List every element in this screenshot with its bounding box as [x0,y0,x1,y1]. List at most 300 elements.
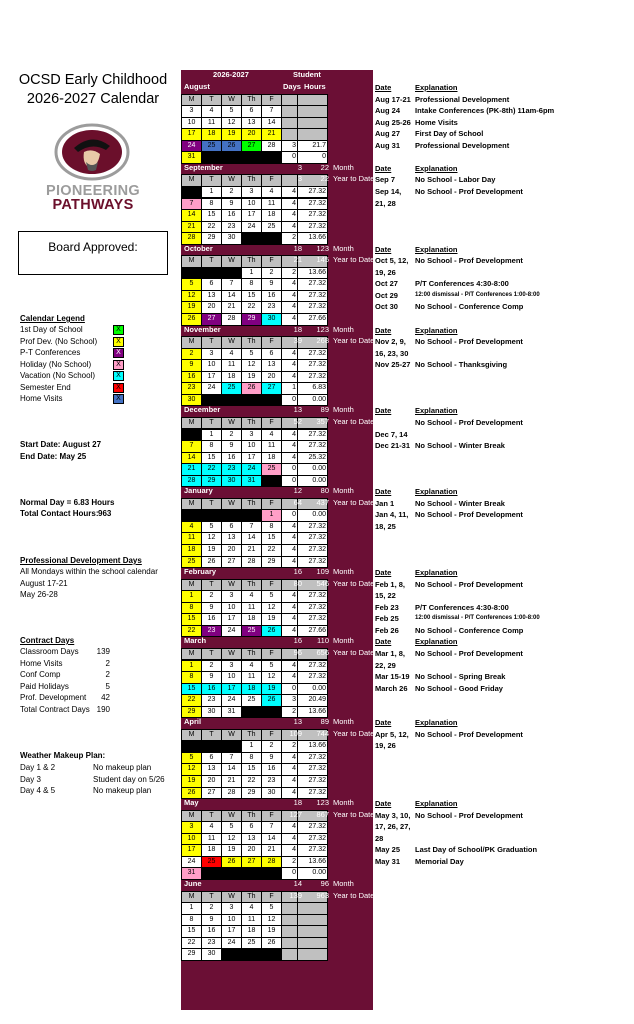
note-explanation: 12:00 dismissal - P/T Conferences 1:00-8:00 [415,291,540,298]
note-date: Aug 27 [375,129,401,139]
week-row: 24 [221,937,242,950]
weekday-header: M [181,498,202,511]
week-row: 17 [201,371,222,384]
weekday-header: F [261,891,282,904]
week-row: 0 [297,151,328,164]
week-row: 27 [221,556,242,569]
week-row: 3 [241,186,262,199]
week-row: 12 [181,290,202,303]
weekday-header: W [221,729,242,742]
week-row: 24 [241,221,262,234]
weekday-header: Th [241,498,262,511]
week-row: 23 [261,775,282,788]
week-row: 4 [281,452,298,465]
week-row: 0 [281,509,298,522]
month-label: Month [333,567,354,577]
note-explanation: No School - Prof Development [415,186,523,196]
weather-plan-text: No makeup plan [93,763,152,772]
week-row: 20 [261,371,282,384]
week-row: 22 [201,463,222,476]
week-row: 4 [281,671,298,684]
weekday-header: F [261,255,282,268]
week-row [261,394,282,407]
month-days: 18 [293,798,302,808]
week-row: 10 [201,359,222,372]
week-row: 18 [201,844,222,857]
contract-label: Classroom Days [20,647,79,656]
note-explanation: Explanation [415,163,458,173]
week-row: 24 [221,625,242,638]
contract-value: 2 [105,658,110,668]
ytd-label: Year to Date [333,578,375,588]
week-row: 4 [281,763,298,776]
week-row: 4 [281,544,298,557]
days-header: Days [283,82,301,91]
week-row: 4 [281,833,298,846]
week-row: 17 [241,209,262,222]
week-row: 9 [201,671,222,684]
weekday-header: W [221,94,242,107]
week-row: 7 [261,105,282,118]
note-explanation: No School - Prof Development [415,729,523,739]
week-row: 20 [221,544,242,557]
week-row: 8 [181,602,202,615]
week-row: 5 [181,752,202,765]
ytd-days: 127 [289,809,302,819]
week-row: 1 [201,186,222,199]
weekday-header: M [181,648,202,661]
contract-value: 42 [101,693,110,702]
week-row: 30 [221,232,242,245]
note-date: 17, 26, 27, [375,822,411,832]
week-row: 27.32 [297,775,328,788]
note-date: 19, 26 [375,741,396,751]
week-row: 31 [241,475,262,488]
week-row: 5 [261,590,282,603]
note-date: 16, 23, 30 [375,348,409,358]
pd-line1: All Mondays within the school calendar [20,567,158,576]
week-row: 27.32 [297,221,328,234]
legend-item-label: Holiday (No School) [20,359,92,369]
normal-day: Normal Day = 6.83 Hours [20,498,115,507]
note-explanation: No School - Good Friday [415,683,503,693]
week-row: 7 [241,521,262,534]
week-row: 3 [241,429,262,442]
week-row: 3 [221,590,242,603]
week-row: 25 [181,556,202,569]
week-row: 27.32 [297,556,328,569]
week-row: 27.32 [297,660,328,673]
week-row [241,867,262,880]
ytd-hours: 867 [316,809,329,819]
week-row: 2 [281,267,298,280]
weekday-header: Th [241,729,262,742]
week-row: 20.49 [297,694,328,707]
week-row [221,394,242,407]
note-date: Feb 26 [375,625,399,635]
week-row: 19 [261,613,282,626]
week-row: 4 [241,902,262,915]
week-row: 14 [261,117,282,130]
ytd-label: Year to Date [333,809,375,819]
contract-value: 5 [105,681,110,691]
legend-swatch: X [113,383,124,393]
weekday-header: T [201,648,222,661]
week-row: 0.00 [297,463,328,476]
week-row: 27.32 [297,544,328,557]
week-row: 13.66 [297,232,328,245]
week-row: 31 [181,867,202,880]
note-date: Date [375,568,392,578]
month-label: Month [333,717,354,727]
week-row: 21 [181,463,202,476]
week-row: 8 [181,671,202,684]
week-row: 21 [221,301,242,314]
week-row: 13 [241,117,262,130]
contract-label: Paid Holidays [20,681,69,691]
week-row: 25 [241,625,262,638]
weekday-header: F [261,579,282,592]
week-row: 22 [181,694,202,707]
week-row: 9 [261,278,282,291]
week-row: 1 [181,902,202,915]
week-row: 27.32 [297,301,328,314]
week-row: 25 [241,694,262,707]
weekday-header: F [261,648,282,661]
month-name: February [184,567,217,577]
week-row: 11 [201,117,222,130]
week-row: 16 [221,209,242,222]
week-row: 27.32 [297,186,328,199]
week-row: 2 [201,590,222,603]
week-row: 14 [241,532,262,545]
end-date: End Date: May 25 [20,452,87,461]
week-row: 15 [181,925,202,938]
week-row: 8 [181,914,202,927]
week-row: 3 [181,105,202,118]
weekday-header: W [221,498,242,511]
week-row: 18 [241,683,262,696]
week-row: 17 [241,452,262,465]
weekday-header: M [181,729,202,742]
week-row: 4 [281,602,298,615]
note-date: Date [375,406,392,416]
ytd-hours: 357 [316,416,329,426]
week-row: 15 [201,452,222,465]
weekday-header: M [181,579,202,592]
week-row: 5 [261,902,282,915]
weather-plan-text: No makeup plan [93,786,152,795]
ytd-label: Year to Date [333,416,375,426]
week-row: 17 [181,128,202,141]
weekday-header: T [201,891,222,904]
week-row: 12 [201,532,222,545]
note-explanation: Last Day of School/PK Graduation [415,845,538,855]
week-row: 2 [201,902,222,915]
week-row: 0 [281,475,298,488]
week-row: 18 [261,209,282,222]
weekday-header: W [221,810,242,823]
week-row: 4 [281,844,298,857]
week-row [281,948,298,961]
note-explanation: Explanation [415,568,458,578]
week-row: 3 [181,821,202,834]
week-row: 4 [281,521,298,534]
week-row: 25.32 [297,452,328,465]
month-label: Month [333,486,354,496]
week-row: 2 [181,348,202,361]
month-hours: 22 [320,162,329,172]
week-row: 27.32 [297,821,328,834]
week-row: 5 [201,521,222,534]
week-row: 17 [181,844,202,857]
weekday-header: Th [241,810,262,823]
note-date: Mar 15-19 [375,672,410,682]
week-row: 4 [281,348,298,361]
week-row: 14 [181,209,202,222]
note-explanation: P/T Conferences 4:30-8:00 [415,602,509,612]
week-row: 5 [221,105,242,118]
week-row [241,232,262,245]
week-row: 11 [261,198,282,211]
month-label: Month [333,878,354,888]
week-row: 0 [281,151,298,164]
note-explanation: Explanation [415,325,458,335]
legend-title: Calendar Legend [20,314,85,323]
week-row: 6 [241,105,262,118]
note-date: 21, 28 [375,198,396,208]
note-explanation: No School - Thanksgiving [415,360,508,370]
week-row: 19 [181,775,202,788]
week-row: 4 [241,590,262,603]
month-name: August [184,82,210,91]
week-row: 2 [221,429,242,442]
weekday-header: Th [241,336,262,349]
note-date: Date [375,799,392,809]
week-row: 29 [241,313,262,326]
note-explanation: P/T Conferences 4:30-8:00 [415,279,509,289]
month-days: 18 [293,324,302,334]
note-explanation: Explanation [415,637,458,647]
note-explanation: Intake Conferences (PK-8th) 11am-6pm [415,106,555,116]
note-explanation: No School - Prof Development [415,648,523,658]
year-header: 2026-2027 [213,70,249,79]
note-date: Nov 25-27 [375,360,411,370]
note-date: Date [375,244,392,254]
week-row [261,706,282,719]
week-row: 3 [221,902,242,915]
contract-label: Total Contract Days [20,704,90,714]
note-date: Date [375,83,392,92]
note-explanation: No School - Prof Development [415,510,523,520]
week-row: 23 [201,625,222,638]
weekday-header: T [201,729,222,742]
weekday-header: W [221,648,242,661]
ytd-days: 80 [293,578,302,588]
week-row: 27.32 [297,290,328,303]
week-row: 7 [261,821,282,834]
week-row: 21 [221,775,242,788]
month-name: March [184,636,207,646]
legend-item-label: Semester End [20,382,71,392]
week-row [261,475,282,488]
note-explanation: No School - Labor Day [415,175,496,185]
week-row: 12 [181,763,202,776]
week-row [261,232,282,245]
week-row: 13 [221,532,242,545]
week-row: 23 [221,221,242,234]
weekday-header: Th [241,417,262,430]
weekday-header: W [221,417,242,430]
week-row: 1 [261,509,282,522]
week-row: 8 [201,440,222,453]
week-row: 12 [261,914,282,927]
week-row: 27 [201,787,222,800]
note-explanation: 12:00 dismissal - P/T Conferences 1:00-8:00 [415,615,540,622]
ytd-label: Year to Date [333,336,375,346]
note-date: Dec 21-31 [375,441,411,451]
weekday-header: T [201,336,222,349]
week-row: 4 [281,613,298,626]
week-row: 30 [201,948,222,961]
week-row: 3 [201,348,222,361]
week-row: 10 [241,440,262,453]
week-row: 4 [281,787,298,800]
week-row: 27.32 [297,198,328,211]
week-row: 27.32 [297,752,328,765]
legend-swatch: X [113,371,124,381]
weekday-header: F [261,417,282,430]
weekday-header: Th [241,648,262,661]
week-row: 4 [281,532,298,545]
week-row: 18 [241,925,262,938]
ytd-label: Year to Date [333,647,375,657]
week-row: 16 [201,683,222,696]
note-explanation: No School - Prof Development [415,256,523,266]
week-row: 26 [181,313,202,326]
weather-day: Day 4 & 5 [20,786,56,795]
week-row: 26 [181,787,202,800]
legend-swatch: X [113,394,124,404]
week-row [221,867,242,880]
month-days: 12 [293,486,302,496]
note-date: Feb 1, 8, [375,579,406,589]
weekday-header: M [181,255,202,268]
weekday-header: M [181,336,202,349]
weekday-header: M [181,94,202,107]
week-row: 19 [221,844,242,857]
week-row: 0 [281,463,298,476]
week-row: 28 [261,140,282,153]
week-row: 4 [281,359,298,372]
week-row: 22 [241,301,262,314]
week-row: 29 [261,556,282,569]
start-date: Start Date: August 27 [20,440,102,449]
ytd-hours: 268 [316,336,329,346]
week-row: 19 [221,128,242,141]
week-row: 30 [201,706,222,719]
week-row: 13 [201,763,222,776]
week-row: 16 [261,290,282,303]
week-row: 8 [261,521,282,534]
week-row: 0.00 [297,509,328,522]
week-row: 2 [261,267,282,280]
week-row: 27.32 [297,844,328,857]
weekday-header: W [221,891,242,904]
week-row: 28 [241,556,262,569]
week-row: 4 [281,429,298,442]
week-row: 5 [261,660,282,673]
legend-item-label: P-T Conferences [20,348,81,357]
weather-plan-text: Student day on 5/26 [93,774,165,784]
week-row: 20 [201,775,222,788]
week-row: 19 [201,544,222,557]
week-row [241,394,262,407]
week-row: 26 [261,937,282,950]
month-hours: 80 [320,486,329,496]
week-row: 27.32 [297,613,328,626]
note-date: 15, 22 [375,591,396,601]
week-row: 4 [281,625,298,638]
week-row: 1 [281,382,298,395]
calendar-sidebar [331,70,373,1010]
note-date: Oct 27 [375,279,398,289]
weekday-header: F [261,498,282,511]
week-row: 4 [281,752,298,765]
week-row: 11 [241,602,262,615]
week-row: 11 [241,671,262,684]
week-row: 25 [261,463,282,476]
note-date: Aug 31 [375,140,401,150]
week-row: 10 [221,671,242,684]
week-row: 15 [181,613,202,626]
note-explanation: Explanation [415,83,458,92]
week-row: 4 [281,221,298,234]
legend-item-label: Home Visits [20,394,63,403]
week-row: 27 [261,382,282,395]
week-row: 27.32 [297,429,328,442]
weekday-header: M [181,891,202,904]
week-row: 20 [241,128,262,141]
week-row: 27 [241,856,262,869]
note-explanation: Explanation [415,487,458,497]
week-row: 23 [181,382,202,395]
week-row: 30 [261,787,282,800]
month-days: 14 [293,878,302,888]
week-row: 16 [261,763,282,776]
week-row: 27.32 [297,371,328,384]
week-row: 25 [241,937,262,950]
month-label: Month [333,162,354,172]
week-row: 26 [221,856,242,869]
week-row: 28 [181,232,202,245]
note-date: May 31 [375,856,401,866]
weekday-header: F [261,94,282,107]
week-row: 19 [261,925,282,938]
contract-label: Prof. Development [20,693,87,702]
week-row: 13.66 [297,267,328,280]
week-row: 18 [241,613,262,626]
month-name: April [184,717,202,727]
month-days: 18 [293,243,302,253]
month-days: 16 [293,636,302,646]
ytd-days: 109 [289,728,302,738]
note-date: 19, 26 [375,267,396,277]
week-row: 26 [261,694,282,707]
week-row: 7 [181,198,202,211]
week-row: 4 [281,556,298,569]
week-row: 27.32 [297,348,328,361]
